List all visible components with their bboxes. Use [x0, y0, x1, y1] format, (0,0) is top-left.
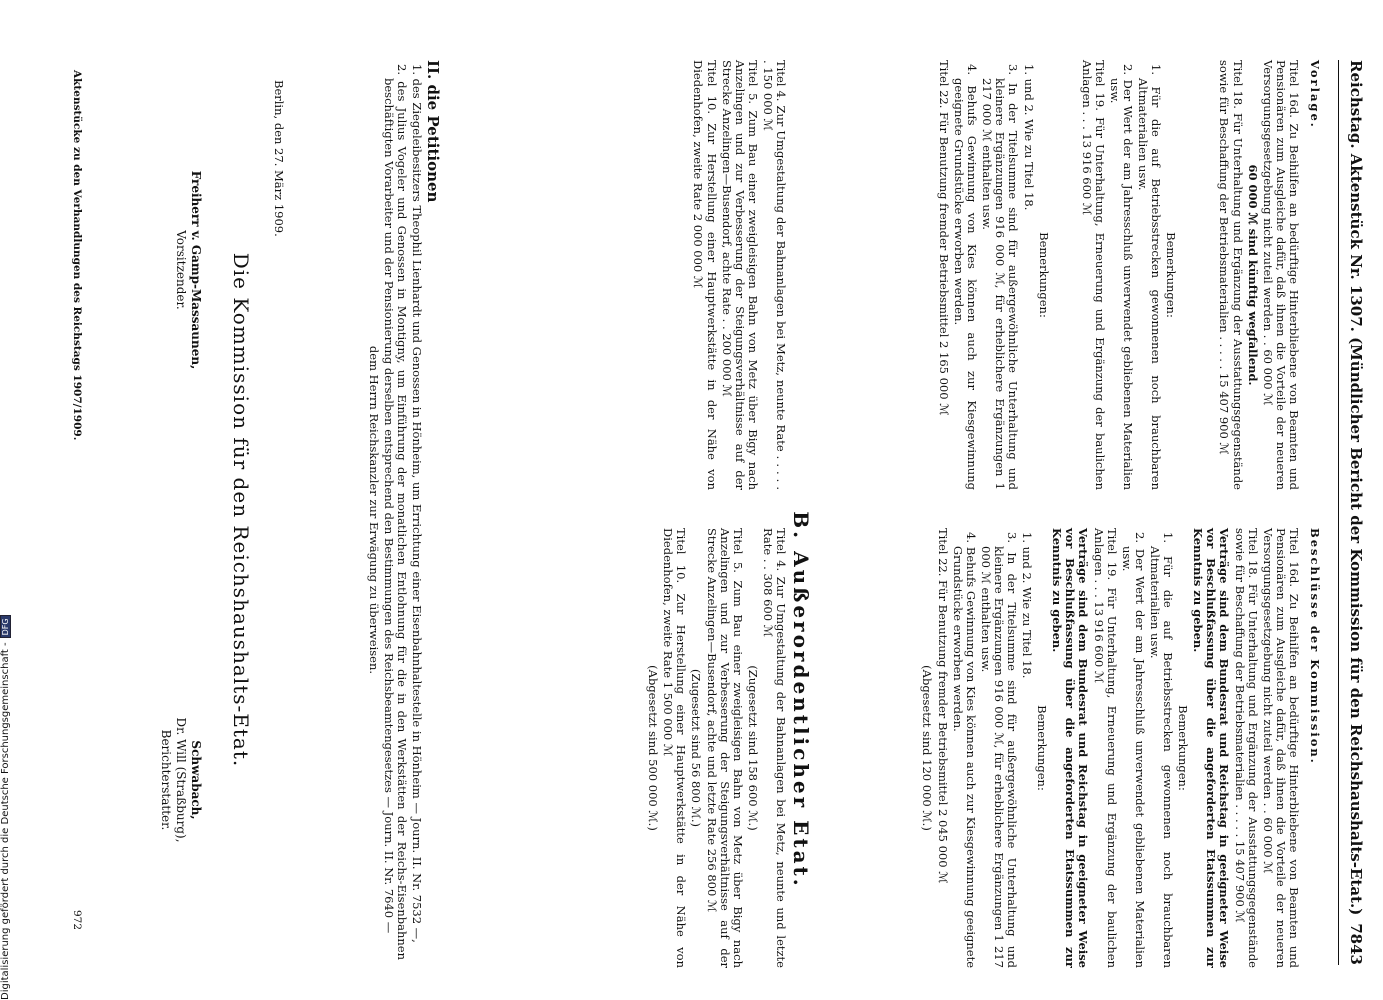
- vorlage-item: 1. Für die auf Betriebsstrecken gewonnenen noch brauchbaren Altmaterialien usw.: [1136, 64, 1164, 490]
- vorlage-item: 2. Der Wert der am Jahresschluß unverwendet gebliebenen Materialien usw.: [1107, 64, 1136, 490]
- footer-source: Aktenstücke zu den Verhandlungen des Reichstags 1907/1909.: [71, 70, 83, 441]
- page-footer: [67, 70, 83, 930]
- vorlage-extra-item: Titel 10. Zur Herstellung einer Hauptwerkstätte in der Nähe von Diedenhofen, zweite Rate 2 000 000 ℳ: [691, 60, 719, 490]
- vorlage-item: 60 000 ℳ sind künftig wegfallend.: [1245, 164, 1260, 386]
- beschluesse-item: Titel 16d. Zu Beihilfen an bedürftige Hinterbliebene von Beamten und Pensionären zum Ausgleiche dafür, daß ihnen die Vorteile der neueren Versorgungsgesetzgebung nicht zuteil werden . . 60 000 ℳ: [1260, 528, 1301, 968]
- vorlage-item: Titel 16d. Zu Beihilfen an bedürftige Hinterbliebene von Beamten und Pensionären zum Ausgleiche dafür, daß ihnen die Vorteile der neueren Versorgungsgesetzgebung nicht zuteil werden . . 60 000 ℳ: [1260, 60, 1301, 490]
- reporter-role: Berichterstatter.: [159, 729, 173, 831]
- vorlage-item: 1. und 2. Wie zu Titel 18.: [1021, 64, 1036, 211]
- vorlage-item: 4. Behufs Gewinnung von Kies können auch zur Kiesgewinnung geeignete Grundstücke erworben werden.: [952, 64, 980, 490]
- chair-name: Freiherr v. Gamp-Massaunen,: [189, 170, 203, 370]
- beschluesse-remarks-heading: Bemerkungen:: [1035, 705, 1050, 791]
- section-b-heading: B. Außerordentlicher Etat.: [789, 511, 813, 889]
- vorlage-column: [935, 60, 1327, 490]
- beschluesse-item: Titel 19. Für Unterhaltung, Erneuerung und Ergänzung der baulichen Anlagen . . . 13 916 600 ℳ: [1091, 528, 1119, 968]
- reporter-name: Schwabach,: [189, 740, 203, 820]
- beschluesse-item: Titel 18. Für Unterhaltung und Ergänzung der Ausstattungsgegenstände sowie für Beschaffung der Betriebsmaterialien . . . . . 15 407 900 ℳ: [1232, 528, 1260, 968]
- vorlage-item: Titel 22. Für Benutzung fremder Betriebsmittel 2 165 000 ℳ: [937, 60, 952, 416]
- vorlage-item: Titel 18. Für Unterhaltung und Ergänzung der Ausstattungsgegenstände sowie für Beschaffung der Betriebsmaterialien . . . . . 15 407 900 ℳ: [1217, 60, 1245, 490]
- beschluesse-extra-item: (Zugesetzt sind 158 600 ℳ.): [745, 665, 760, 831]
- beschluesse-item: 2. Der Wert der am Jahresschluß unverwendet gebliebenen Materialien usw.: [1119, 532, 1147, 968]
- header-rule: [1338, 60, 1339, 965]
- beschluesse-item: 4. Behufs Gewinnung von Kies können auch zur Kiesgewinnung geeignete Grundstücke erworben werden.: [950, 532, 978, 968]
- reporter-name: Dr. Will (Straßburg),: [174, 717, 188, 843]
- beschluesse-item: 3. In der Titelsumme sind für außergewöhnliche Unterhaltung und kleinere Ergänzungen 916 000 ℳ, für erheblichere Ergänzungen 1 217 000 ℳ enthalten usw.: [978, 532, 1020, 968]
- header-title: Reichstag. Aktenstück Nr. 1307. (Mündlicher Bericht der Kommission für den Reichshaushalts-Etat.): [1347, 60, 1365, 916]
- dfg-logo: DFG: [0, 615, 11, 638]
- petition-conclusion: dem Herrn Reichskanzler zur Erwägung zu überweisen.: [366, 345, 381, 675]
- vorlage-remarks-heading: Bemerkungen:: [1164, 232, 1179, 318]
- vorlage-extra-item: Titel 4. Zur Umgestaltung der Bahnanlagen bei Metz, neunte Rate . . . . . . 150 000 ℳ: [760, 60, 788, 490]
- vorlage-remarks-heading: Bemerkungen:: [1036, 232, 1051, 318]
- beschluesse-extra-item: (Zugesetzt sind 56 800 ℳ.): [689, 668, 704, 828]
- petitions-block: [365, 60, 442, 960]
- digitization-note: [0, 0, 14, 1000]
- beschluesse-item: (Abgesetzt sind 120 000 ℳ.): [920, 665, 935, 831]
- commission-title: Die Kommission für den Reichshaushalts-Etat.: [229, 252, 253, 768]
- beschluesse-item: Titel 22. Für Benutzung fremder Betriebsmittel 2 045 000 ℳ: [935, 528, 950, 884]
- footer-page: 972: [71, 909, 83, 930]
- reporter-signature: [158, 650, 203, 910]
- vorlage-item: Titel 19. Für Unterhaltung, Erneuerung und Ergänzung der baulichen Anlagen . . . 13 916 600 ℳ: [1079, 60, 1107, 490]
- petition-item: 2. des Julius Vogeler und Genossen in Montigny, um Einführung der monatlichen Entlohnung für die in den Werkstätten der Reichs-Eisenbahnen beschäftigten Vorarbeiter und der Pensionierung derselben entsprechend den Bestimmungen des Reichsbeamtengesetzes — Journ. II. Nr. 7640 —: [381, 64, 409, 960]
- petition-item: 1. des Ziegeleibesitzers Theophil Lienhardt und Genossen in Hönheim, um Errichtung einer Eisenbahnhaltestelle in Hönheim — Journ. II. Nr. 7532 —,: [409, 64, 424, 943]
- chair-signature: [173, 140, 203, 400]
- beschluesse-heading: Beschlüsse der Kommission.: [1308, 528, 1322, 765]
- beschluesse-extra-item: (Abgesetzt sind 500 000 ℳ.): [646, 665, 661, 831]
- page-header: [1339, 60, 1365, 965]
- digitization-text: Digitalisierung gefördert durch die Deutsche Forschungsgemeinschaft -: [0, 642, 11, 1000]
- beschluesse-extra-item: Titel 10. Zur Herstellung einer Hauptwerkstätte in der Nähe von Diedenhofen, zweite Rate 1 500 000 ℳ: [661, 528, 689, 968]
- beschluesse-extra-item: Titel 4. Zur Umgestaltung der Bahnanlagen bei Metz, neunte und letzte Rate . . 308 600 ℳ: [760, 528, 788, 968]
- vorlage-extra-item: Titel 5. Zum Bau einer zweigleisigen Bahn von Metz über Bigy nach Anzelingen und zur Verbesserung der Steigungsverhältnisse auf der Strecke Anzelingen—Busendorf, achte Rate . . 200 000 ℳ: [719, 60, 760, 490]
- vorlage-heading: Vorlage.: [1308, 60, 1322, 129]
- vorlage-item: 3. In der Titelsumme sind für außergewöhnliche Unterhaltung und kleinere Ergänzungen 916 000 ℳ, für erheblichere Ergänzungen 1 217 000 ℳ enthalten usw.: [980, 64, 1021, 490]
- beschluesse-item: 1. Für die auf Betriebsstrecken gewonnenen noch brauchbaren Altmaterialien usw.: [1147, 532, 1176, 968]
- beschluesse-item: 1. und 2. Wie zu Titel 18.: [1020, 532, 1035, 679]
- beschluesse-item: Verträge sind dem Bundesrat und Reichstag in geeigneter Weise vor Beschlußfassung über die angeforderten Etatssummen zur Kenntnis zu geben.: [1191, 528, 1232, 968]
- beschluesse-extraordinary: [644, 528, 787, 968]
- beschluesse-extra-item: Titel 5. Zum Bau einer zweigleisigen Bahn von Metz über Bigy nach Anzelingen und zur Verbesserung der Steigungsverhältnisse auf der Strecke Anzelingen—Busendorf, achte und letzte Rate 256 800 ℳ: [704, 528, 745, 968]
- beschluesse-column: [918, 528, 1327, 968]
- chair-role: Vorsitzender.: [174, 230, 188, 310]
- page-number: 7843: [1347, 923, 1365, 965]
- beschluesse-item: Verträge sind dem Bundesrat und Reichstag in geeigneter Weise vor Beschlußfassung über die angeforderten Etatssummen zur Kenntnis zu geben.: [1050, 528, 1091, 968]
- petitions-heading: II. die Petitionen: [424, 60, 442, 203]
- date-line: Berlin, den 27. März 1909.: [272, 80, 286, 237]
- vorlage-extraordinary: [689, 60, 787, 490]
- beschluesse-remarks-heading: Bemerkungen:: [1176, 705, 1191, 791]
